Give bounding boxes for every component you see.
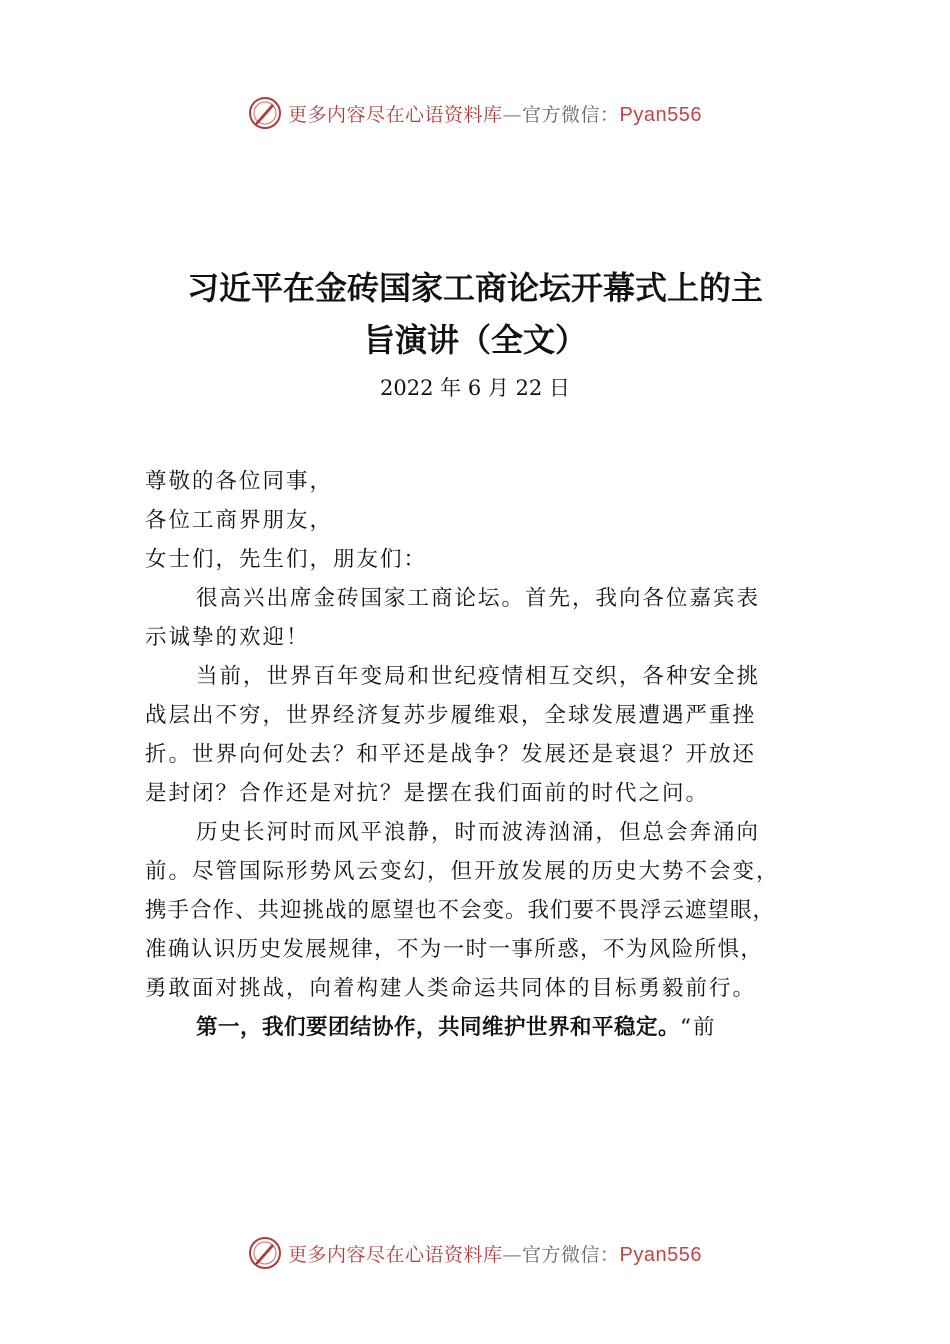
paragraph-line: 前。尽管国际形势风云变幻，但开放发展的历史大势不会变， [145,859,780,884]
watermark-text: 更多内容尽在心语资料库—官方微信：Pyan556 [288,103,702,126]
paragraph-line: 历史长河时而风平浪静，时而波涛汹涌，但总会奔涌向 [196,820,761,845]
salutation-line: 女士们，先生们，朋友们： [145,547,428,572]
paragraph-line: 是封闭？合作还是对抗？是摆在我们面前的时代之问。 [145,781,710,806]
paragraph-line [145,1008,825,1047]
footer-watermark [0,1233,950,1273]
document-title [0,262,950,366]
paragraph-line: 很高兴出席金砖国家工商论坛。首先，我向各位嘉宾表 [196,586,761,611]
paragraph-line: 勇敢面对挑战，向着构建人类命运共同体的目标勇毅前行。 [145,976,757,1001]
quill-logo-icon [248,96,282,130]
paragraph-line: 战层出不穷，世界经济复苏步履维艰，全球发展遭遇严重挫 [145,703,757,728]
bold-heading: 第一，我们要团结协作，共同维护世界和平稳定。 [196,1015,681,1040]
paragraph-text: “前 [680,1015,717,1040]
paragraph-line: 当前，世界百年变局和世纪疫情相互交织，各种安全挑 [196,664,761,689]
watermark-text: 更多内容尽在心语资料库—官方微信：Pyan556 [288,1243,702,1266]
salutation-line: 尊敬的各位同事， [145,469,334,494]
title-line: 旨演讲（全文） [362,321,587,359]
paragraph-line: 准确认识历史发展规律，不为一时一事所惑，不为风险所惧， [145,937,764,962]
paragraph-line: 折。世界向何处去？和平还是战争？发展还是衰退？开放还 [145,742,757,767]
paragraph-line: 示诚挚的欢迎！ [145,625,310,650]
paragraph-line: 携手合作、共迎挑战的愿望也不会变。我们要不畏浮云遮望眼， [145,898,776,923]
document-date: 2022 年 6 月 22 日 [380,376,570,400]
header-watermark [0,93,950,133]
title-line: 习近平在金砖国家工商论坛开幕式上的主 [186,269,763,307]
quill-logo-icon [248,1236,282,1270]
document-body [145,462,825,1047]
salutation-line: 各位工商界朋友， [145,508,334,533]
